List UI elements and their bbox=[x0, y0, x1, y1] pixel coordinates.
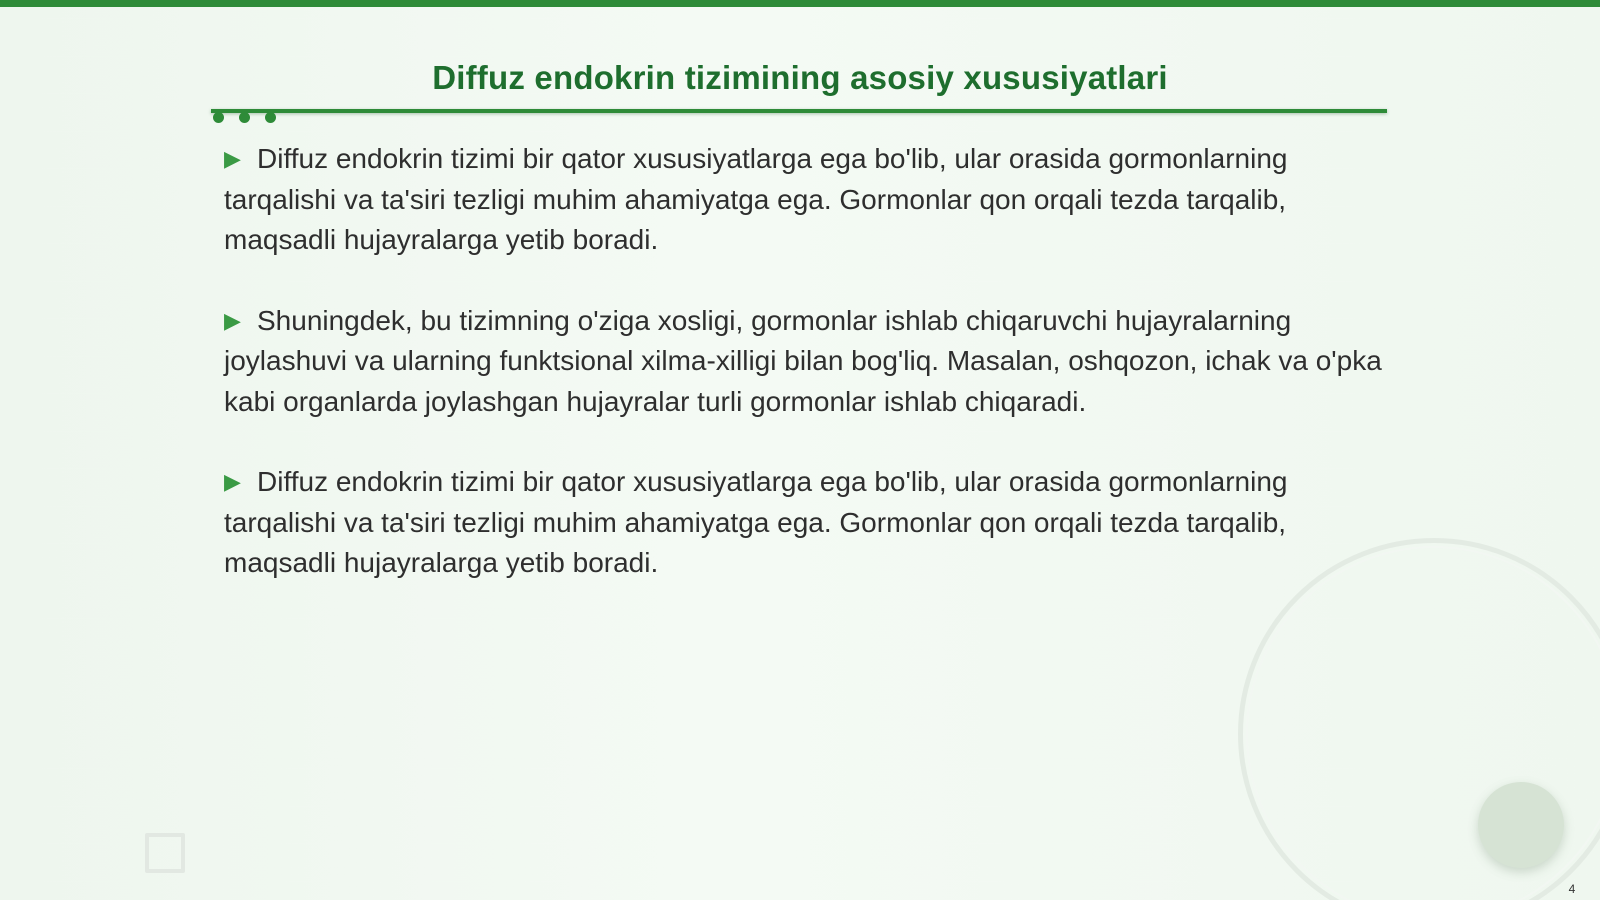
slide-title: Diffuz endokrin tizimining asosiy xususiyatlari bbox=[432, 59, 1168, 96]
bullet-triangle-icon: ▶ bbox=[224, 307, 241, 333]
decor-dot-2 bbox=[239, 112, 250, 123]
bullet-triangle-icon: ▶ bbox=[224, 469, 241, 494]
decor-dot-1 bbox=[213, 112, 224, 123]
decor-circle bbox=[1478, 782, 1564, 868]
top-accent-bar bbox=[0, 0, 1600, 7]
paragraph-1-text: Diffuz endokrin tizimi bir qator xususiyatlarga ega bo'lib, ular orasida gormonlarning tarqalishi va ta'siri tezligi muhim ahamiyatga ega. Gormonlar qon orqali tezda tarqalib, maqsadli hujayralarga yetib boradi. bbox=[224, 143, 1288, 255]
decor-square bbox=[145, 833, 185, 873]
paragraph-3 bbox=[224, 462, 1384, 584]
bullet-triangle-icon: ▶ bbox=[224, 146, 241, 171]
paragraph-3-text: Diffuz endokrin tizimi bir qator xususiyatlarga ega bo'lib, ular orasida gormonlarning tarqalishi va ta'siri tezligi muhim ahamiyatga ega. Gormonlar qon orqali tezda tarqalib, maqsadli hujayralarga yetib boradi. bbox=[224, 466, 1288, 578]
title-underline bbox=[211, 109, 1387, 113]
slide-body bbox=[224, 139, 1384, 624]
paragraph-1 bbox=[224, 139, 1384, 261]
paragraph-2-text: Shuningdek, bu tizimning o'ziga xosligi, gormonlar ishlab chiqaruvchi hujayralarning joylashuvi va ularning funktsional xilma-xilligi bilan bog'liq. Masalan, oshqozon, ichak va o'pka kabi organlarda joylashgan hujayralar turli gormonlar ishlab chiqaradi. bbox=[224, 304, 1382, 417]
page-number: 4 bbox=[1568, 882, 1576, 896]
decor-dot-3 bbox=[265, 112, 276, 123]
paragraph-2 bbox=[224, 301, 1384, 423]
